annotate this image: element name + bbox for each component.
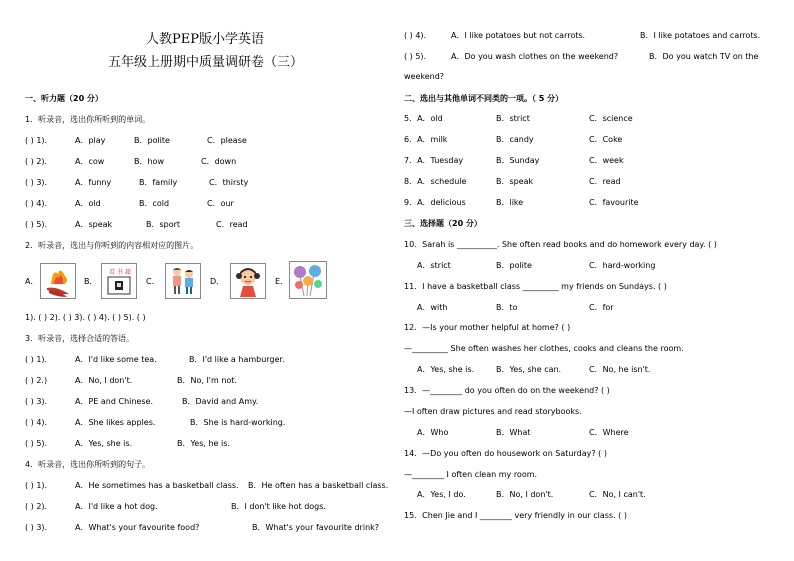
item-num: ( ) 1). (25, 136, 48, 145)
picture-letter: E． (275, 277, 289, 286)
option-a: A．Yes, she is. (75, 439, 133, 448)
option-b: B．What (496, 428, 531, 437)
option-b: B．I don't like hot dogs. (231, 502, 326, 511)
option-b-continued: weekend? (404, 72, 445, 81)
question-stem: 15．Chen Jie and I ________ very friendly in our class. ( ) (404, 511, 627, 520)
item-num: ( ) 1). (25, 355, 48, 364)
option-b: B．Do you watch TV on the (649, 52, 759, 61)
option-b: B．Sunday (496, 156, 540, 165)
item-num: ( ) 5). (404, 52, 427, 61)
option-b: B．He often has a basketball class. (248, 481, 389, 490)
question-stem: 12．—Is your mother helpful at home? ( ) (404, 323, 571, 332)
option-c: C．No, he isn't. (589, 365, 651, 374)
option-a: A．I'd like a hot dog. (75, 502, 158, 511)
picture-letter: B． (84, 277, 98, 286)
item-num: ( ) 4). (404, 31, 427, 40)
question-reply: —_________ She often washes her clothes, cooks and cleans the room. (404, 344, 684, 353)
option-a: A．He sometimes has a basketball class. (75, 481, 239, 490)
option-a: 6．A．milk (404, 135, 448, 144)
option-b: B．candy (496, 135, 534, 144)
option-b: B．family (139, 178, 178, 187)
option-c: C．Where (589, 428, 629, 437)
lollipops-picture (289, 261, 327, 299)
chili-fire-picture (40, 263, 76, 299)
option-c: C．thirsty (209, 178, 249, 187)
question-stem: 11．I have a basketball class _________ my friends on Sundays. ( ) (404, 282, 667, 291)
option-a: A．Yes, I do. (417, 490, 466, 499)
children-picture (165, 263, 201, 299)
option-c: C．No, I can't. (589, 490, 646, 499)
item-num: ( ) 5). (25, 220, 48, 229)
option-c: C．week (589, 156, 624, 165)
q1-instruction: 1．听录音，选出你所听到的单词。 (25, 115, 151, 124)
option-a: A．Who (417, 428, 449, 437)
option-c: C．for (589, 303, 614, 312)
option-a: A．I like potatoes but not carrots. (451, 31, 586, 40)
option-a: A．with (417, 303, 448, 312)
exam-subtitle: 五年级上册期中质量调研卷（三） (108, 55, 304, 70)
option-a: 8．A．schedule (404, 177, 467, 186)
option-a: A．funny (75, 178, 112, 187)
item-num: ( ) 3). (25, 523, 48, 532)
item-num: ( ) 2). (25, 502, 48, 511)
option-a: A．No, I don't. (75, 376, 133, 385)
option-b: B．polite (134, 136, 170, 145)
option-b: B．how (134, 157, 164, 166)
option-b: B．sport (146, 220, 181, 229)
q2-instruction: 2．听录音，选出与你听到的内容相对应的图片。 (25, 241, 199, 250)
part3-heading: 三、选择题（20 分） (404, 219, 482, 228)
option-c: C．science (589, 114, 633, 123)
option-b: B．Yes, he is. (177, 439, 230, 448)
option-b: B．I like potatoes and carrots. (640, 31, 761, 40)
book-label: 看 书 籍 (109, 269, 131, 276)
item-num: ( ) 4). (25, 418, 48, 427)
question-reply: —________ I often clean my room. (404, 470, 538, 479)
question-stem: 14．—Do you often do housework on Saturday? ( ) (404, 449, 607, 458)
item-num: ( ) 2). (25, 157, 48, 166)
item-num: ( ) 1). (25, 481, 48, 490)
option-a: A．What's your favourite food? (75, 523, 200, 532)
option-c: C．favourite (589, 198, 639, 207)
option-a: A．speak (75, 220, 113, 229)
item-num: ( ) 3). (25, 178, 48, 187)
option-c: C．please (207, 136, 247, 145)
option-c: C．read (216, 220, 248, 229)
option-b: B．I'd like a hamburger. (189, 355, 285, 364)
option-c: C．down (201, 157, 237, 166)
option-c: C．hard-working (589, 261, 656, 270)
q2-answers: 1). ( ) 2). ( ) 3). ( ) 4). ( ) 5). ( ) (25, 313, 146, 322)
option-b: B．speak (496, 177, 534, 186)
option-b: B．strict (496, 114, 530, 123)
option-b: B．like (496, 198, 524, 207)
girl-picture (230, 263, 266, 299)
option-b: B．David and Amy. (182, 397, 259, 406)
option-c: C．our (207, 199, 234, 208)
part1-heading: 一、听力题（20 分） (25, 94, 103, 103)
option-a: A．She likes apples. (75, 418, 156, 427)
question-stem: 13．—________ do you often do on the weekend? ( ) (404, 386, 610, 395)
option-b: B．What's your favourite drink? (252, 523, 380, 532)
question-stem: 10．Sarah is __________. She often read books and do homework every day. ( ) (404, 240, 717, 249)
option-a: A．cow (75, 157, 105, 166)
item-num: ( ) 5). (25, 439, 48, 448)
option-c: C．Coke (589, 135, 623, 144)
option-a: A．I'd like some tea. (75, 355, 157, 364)
picture-letter: D． (210, 277, 225, 286)
option-a: A．PE and Chinese. (75, 397, 153, 406)
option-c: C．read (589, 177, 621, 186)
part2-heading: 二、选出与其他单词不同类的一项。（ 5 分） (404, 94, 564, 103)
option-b: B．She is hard-working. (190, 418, 286, 427)
option-a: 5．A．old (404, 114, 443, 123)
option-b: B．No, I'm not. (177, 376, 237, 385)
exam-title: 人教PEP版小学英语 (146, 32, 264, 47)
question-reply: —I often draw pictures and read storybooks. (404, 407, 582, 416)
q4-instruction: 4．听录音，选出你所听到的句子。 (25, 460, 151, 469)
q3-instruction: 3．听录音，选择合适的答语。 (25, 334, 135, 343)
option-a: A．Do you wash clothes on the weekend? (451, 52, 619, 61)
picture-letter: A． (25, 277, 39, 286)
item-num: ( ) 3). (25, 397, 48, 406)
picture-letter: C． (146, 277, 160, 286)
option-b: B．to (496, 303, 518, 312)
option-a: A．old (75, 199, 101, 208)
item-num: ( ) 2.) (25, 376, 48, 385)
option-b: B．No, I don't. (496, 490, 554, 499)
option-a: 7．A．Tuesday (404, 156, 464, 165)
book-picture (101, 263, 137, 299)
option-a: 9．A．delicious (404, 198, 466, 207)
option-b: B．polite (496, 261, 532, 270)
item-num: ( ) 4). (25, 199, 48, 208)
option-b: B．Yes, she can. (496, 365, 562, 374)
option-a: A．strict (417, 261, 451, 270)
option-a: A．Yes, she is. (417, 365, 475, 374)
option-b: B．cold (139, 199, 170, 208)
option-a: A．play (75, 136, 106, 145)
